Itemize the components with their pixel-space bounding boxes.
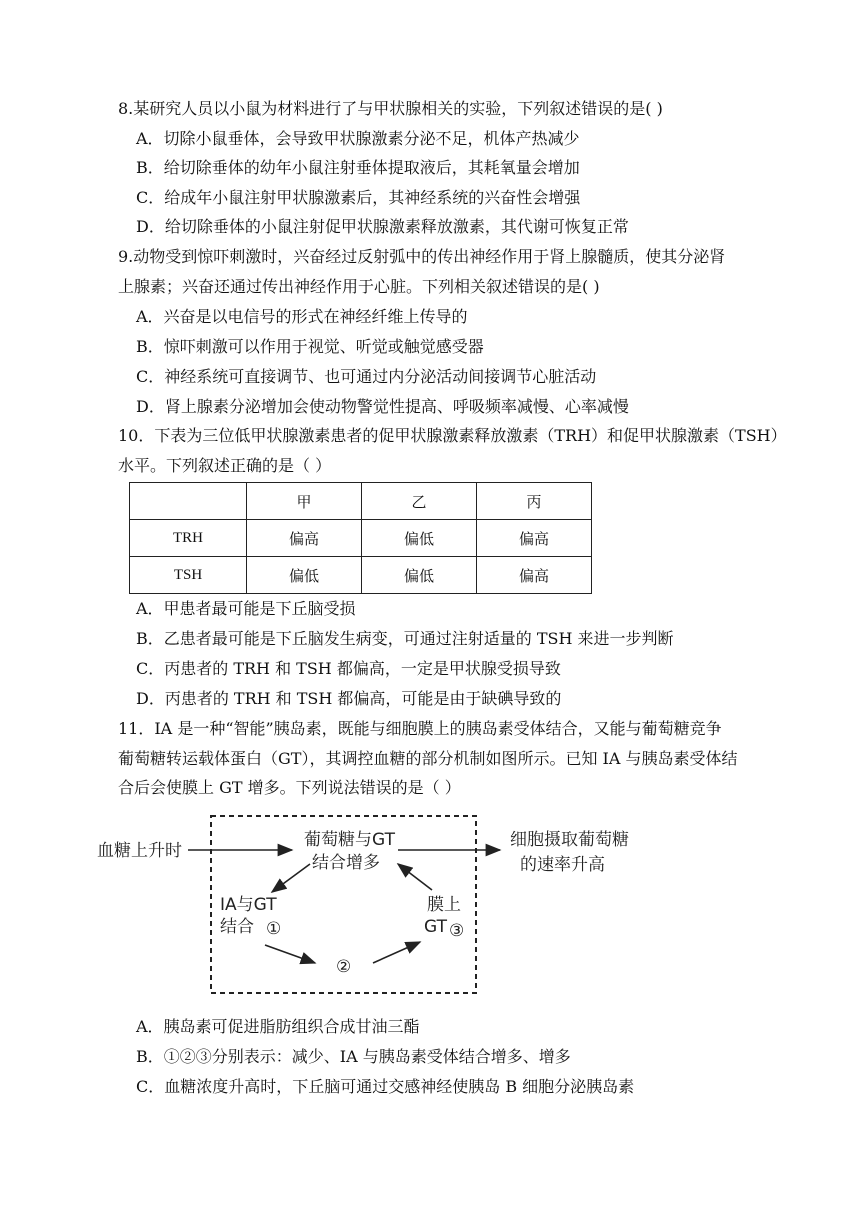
arrow-to-ia-binding (272, 864, 310, 892)
membrane-gt-label-2: GT (424, 917, 447, 937)
ia-gt-label-2: 结合 (220, 917, 254, 937)
table-cell: 偏低 (247, 557, 362, 594)
q9-stem-line1: 9.动物受到惊吓刺激时，兴奋经过反射弧中的传出神经作用于肾上腺髓质，使其分泌肾 (118, 247, 726, 266)
table-cell: TRH (130, 520, 247, 557)
q9-option-d: D．肾上腺素分泌增加会使动物警觉性提高、呼吸频率减慢、心率减慢 (136, 397, 629, 416)
glucose-gt-label-1: 葡萄糖与GT (304, 830, 395, 850)
table-cell: 偏高 (477, 520, 592, 557)
arrow-to-membrane (373, 942, 420, 963)
q10-option-b: B．乙患者最可能是下丘脑发生病变，可通过注射适量的 TSH 来进一步判断 (136, 629, 674, 648)
table-header-cell (130, 483, 247, 520)
uptake-label-2: 的速率升高 (520, 855, 605, 875)
q9-option-b: B．惊吓刺激可以作用于视觉、听觉或触觉感受器 (136, 337, 484, 356)
table-header-row (130, 483, 592, 520)
table-cell: 偏高 (477, 557, 592, 594)
table-cell: 偏高 (247, 520, 362, 557)
table-cell: 偏低 (362, 520, 477, 557)
hormone-table (129, 482, 592, 594)
q11-stem-line2: 葡萄糖转运载体蛋白（GT），其调控血糖的部分机制如图所示。已知 IA 与胰岛素受体结 (118, 749, 738, 768)
q8-option-b: B．给切除垂体的幼年小鼠注射垂体提取液后，其耗氧量会增加 (136, 158, 580, 177)
q8-option-d: D．给切除垂体的小鼠注射促甲状腺激素释放激素，其代谢可恢复正常 (136, 217, 629, 236)
table-row (130, 520, 592, 557)
circle-label-1: ① (266, 919, 282, 939)
q8-stem: 8.某研究人员以小鼠为材料进行了与甲状腺相关的实验，下列叙述错误的是( ) (118, 99, 663, 118)
q11-stem-line1: 11．IA 是一种“智能”胰岛素，既能与细胞膜上的胰岛素受体结合，又能与葡萄糖竞争 (118, 719, 722, 738)
ia-gt-label-1: IA与GT (220, 895, 277, 915)
q9-option-a: A．兴奋是以电信号的形式在神经纤维上传导的 (136, 307, 468, 326)
q10-option-d: D．丙患者的 TRH 和 TSH 都偏高，可能是由于缺碘导致的 (136, 689, 562, 708)
q9-option-c: C．神经系统可直接调节、也可通过内分泌活动间接调节心脏活动 (136, 367, 597, 386)
blood-sugar-rise-label: 血糖上升时 (97, 841, 182, 861)
circle-label-3: ③ (449, 921, 465, 941)
table-header-cell: 丙 (477, 483, 592, 520)
membrane-gt-label-1: 膜上 (427, 895, 461, 915)
q11-stem-line3: 合后会使膜上 GT 增多。下列说法错误的是（ ） (118, 778, 461, 797)
q10-stem-line1: 10．下表为三位低甲状腺激素患者的促甲状腺激素释放激素（TRH）和促甲状腺激素（TSH） (118, 426, 787, 445)
q11-option-b: B．①②③分别表示：减少、IA 与胰岛素受体结合增多、增多 (136, 1047, 571, 1066)
glucose-regulation-diagram (0, 800, 860, 1000)
arrow-to-top (398, 864, 432, 890)
q10-option-c: C．丙患者的 TRH 和 TSH 都偏高，一定是甲状腺受损导致 (136, 659, 561, 678)
q8-option-a: A．切除小鼠垂体，会导致甲状腺激素分泌不足，机体产热减少 (136, 129, 580, 148)
glucose-gt-label-2: 结合增多 (312, 853, 380, 873)
circle-label-2: ② (336, 957, 352, 977)
q10-option-a: A．甲患者最可能是下丘脑受损 (136, 599, 356, 618)
arrow-to-step2 (265, 945, 315, 963)
q8-option-c: C．给成年小鼠注射甲状腺激素后，其神经系统的兴奋性会增强 (136, 188, 581, 207)
table-header-cell: 乙 (362, 483, 477, 520)
q10-stem-line2: 水平。下列叙述正确的是（ ） (118, 456, 332, 475)
table-row (130, 557, 592, 594)
q9-stem-line2: 上腺素；兴奋还通过传出神经作用于心脏。下列相关叙述错误的是( ) (118, 277, 600, 296)
q11-option-c: C．血糖浓度升高时，下丘脑可通过交感神经使胰岛 B 细胞分泌胰岛素 (136, 1077, 635, 1096)
table-header-cell: 甲 (247, 483, 362, 520)
table-cell: 偏低 (362, 557, 477, 594)
uptake-label-1: 细胞摄取葡萄糖 (510, 830, 629, 850)
table-cell: TSH (130, 557, 247, 594)
q11-option-a: A．胰岛素可促进脂肪组织合成甘油三酯 (136, 1017, 420, 1036)
